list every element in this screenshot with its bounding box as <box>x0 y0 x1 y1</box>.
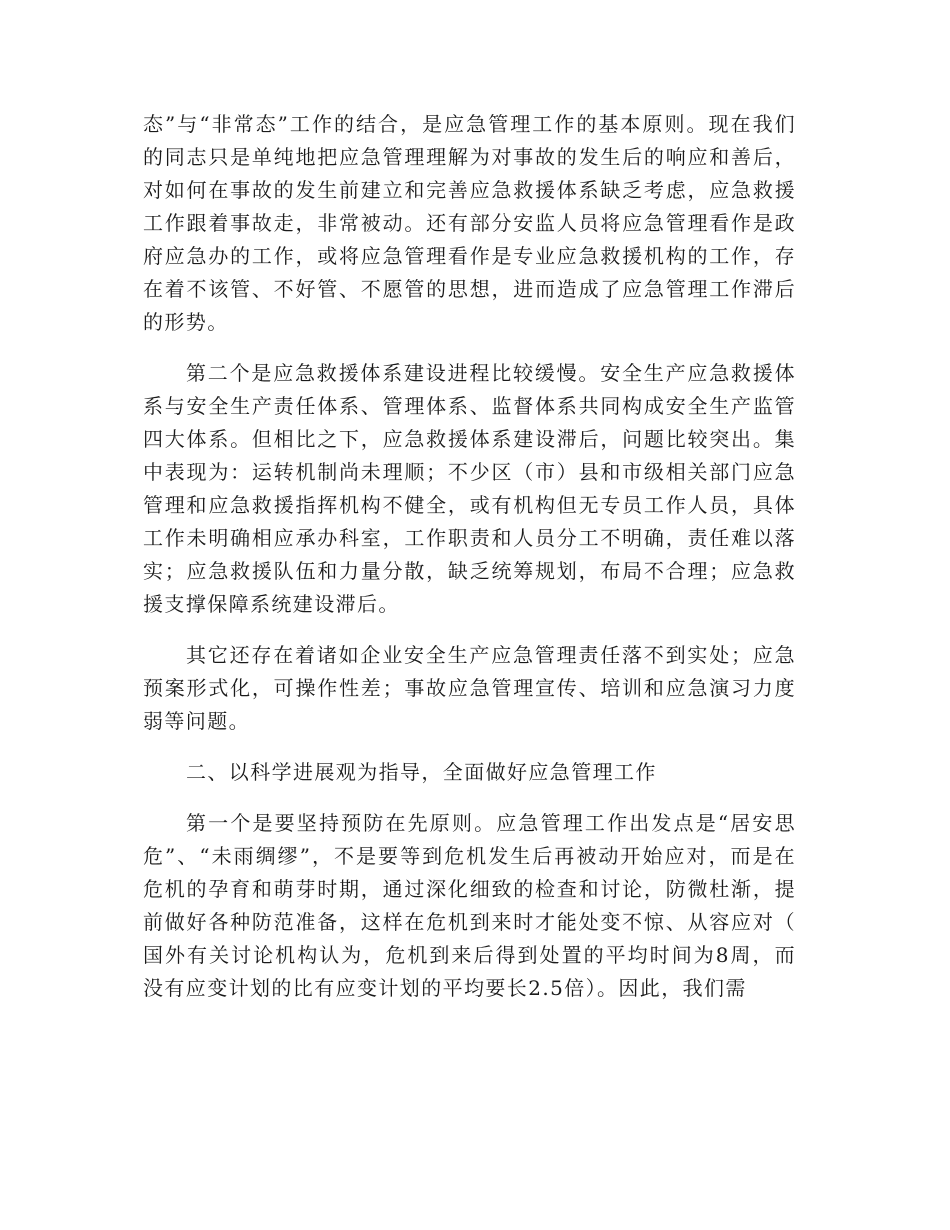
section-heading: 二、以科学进展观为指导，全面做好应急管理工作 <box>186 760 657 784</box>
paragraph-4: 第一个是要坚持预防在先原则。应急管理工作出发点是“居安思危”、“未雨绸缪”，不是要等到危机发生后再被动开始应对，而是在危机的孕育和萌芽时期，通过深化细致的检查和讨论，防微杜渐，提前做好各种防范准备，这样在危机到来时才能处变不惊、从容应对（国外有关讨论机构认为，危机到来后得到处置的平均时间为8周，而没有应变计划的比有应变计划的平均要长2.5倍）。因此，我们需 <box>143 811 796 1000</box>
paragraph-3: 其它还存在着诸如企业安全生产应急管理责任落不到实处；应急预案形式化，可操作性差；事故应急管理宣传、培训和应急演习力度弱等问题。 <box>143 643 796 733</box>
paragraph-1: 态”与“非常态”工作的结合，是应急管理工作的基本原则。现在我们的同志只是单纯地把应急管理理解为对事故的发生后的响应和善后，对如何在事故的发生前建立和完善应急救援体系缺乏考虑，应急救援工作跟着事故走，非常被动。还有部分安监人员将应急管理看作是政府应急办的工作，或将应急管理看作是专业应急救援机构的工作，存在着不该管、不好管、不愿管的思想，进而造成了应急管理工作滞后的形势。 <box>143 112 796 334</box>
document-body <box>143 108 796 1023</box>
paragraph-2: 第二个是应急救援体系建设进程比较缓慢。安全生产应急救援体系与安全生产责任体系、管理体系、监督体系共同构成安全生产监管四大体系。但相比之下，应急救援体系建设滞后，问题比较突出。集中表现为：运转机制尚未理顺；不少区（市）县和市级相关部门应急管理和应急救援指挥机构不健全，或有机构但无专员工作人员，具体工作未明确相应承办科室，工作职责和人员分工不明确，责任难以落实；应急救援队伍和力量分散，缺乏统筹规划，布局不合理；应急救援支撑保障系统建设滞后。 <box>143 361 796 616</box>
